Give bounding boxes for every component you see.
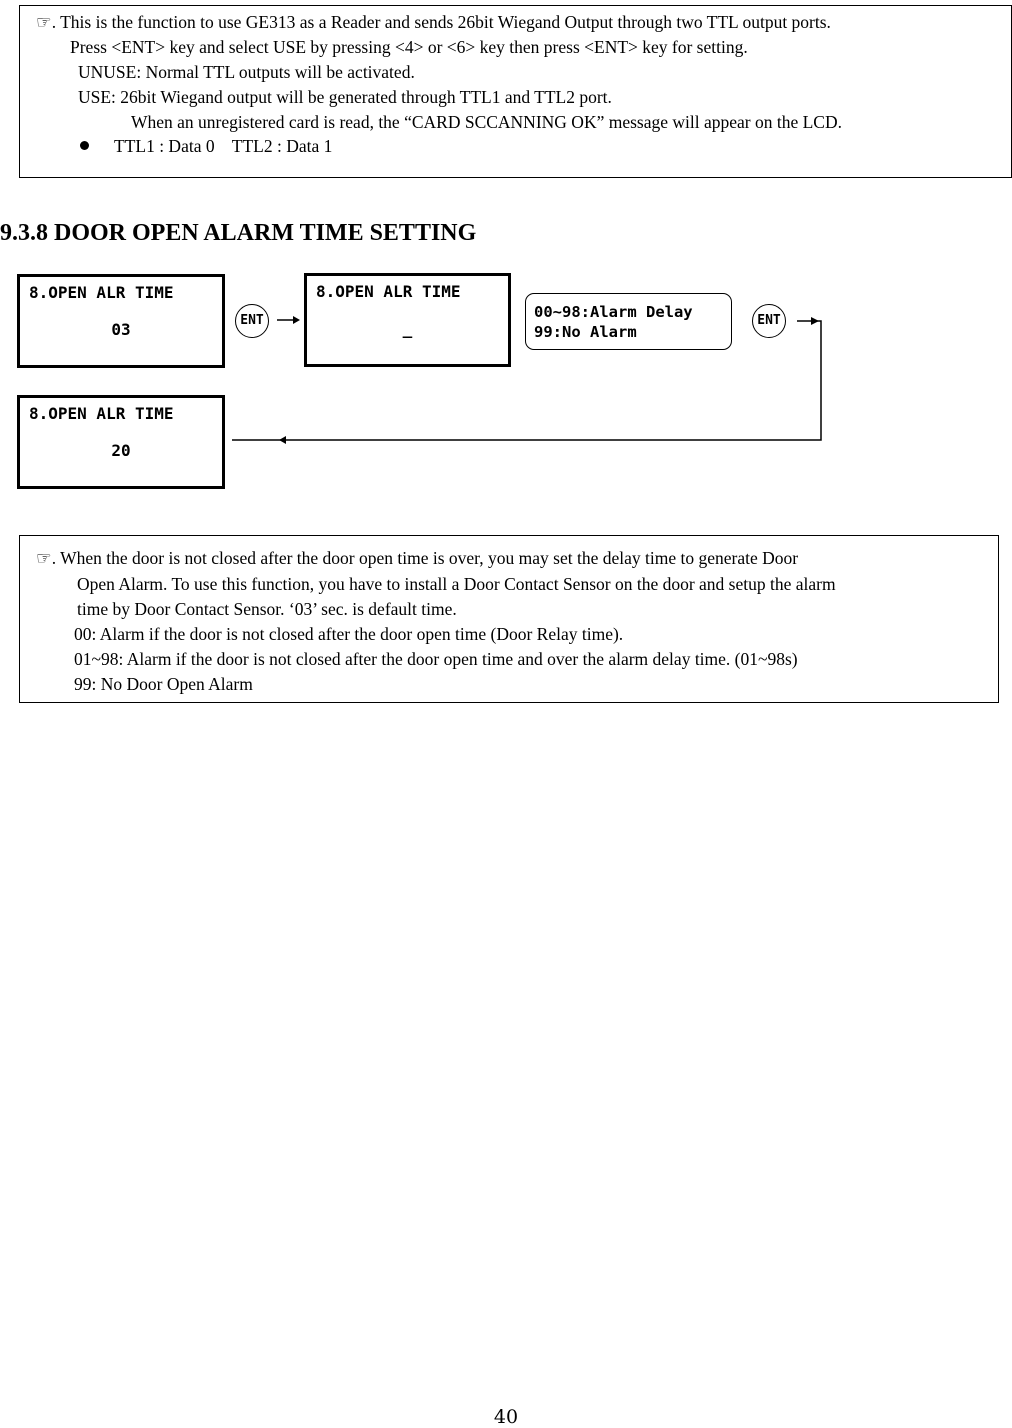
note1-line-5: When an unregistered card is read, the “CARD SCCANNING OK” message will appear on the LCD.: [131, 112, 842, 132]
note1-line-1: ☞. This is the function to use GE313 as a Reader and sends 26bit Wiegand Output through two TTL output ports.: [36, 12, 831, 32]
section-heading: 9.3.8 DOOR OPEN ALARM TIME SETTING: [0, 220, 477, 246]
note1-line-3: UNUSE: Normal TTL outputs will be activated.: [78, 62, 415, 82]
hint-line-2: 99:No Alarm: [534, 323, 637, 341]
lcd-display-current: [17, 274, 225, 368]
lcd-value: 20: [111, 441, 131, 460]
lcd-cursor: _: [402, 319, 413, 338]
note2-line-6: 99: No Door Open Alarm: [74, 674, 253, 694]
note1-line-4: USE: 26bit Wiegand output will be generated through TTL1 and TTL2 port.: [78, 87, 612, 107]
ent-key-icon: ENT: [235, 304, 269, 338]
lcd-value: 03: [111, 320, 131, 339]
note2-line-1: ☞. When the door is not closed after the door open time is over, you may set the delay time to generate Door: [36, 548, 799, 568]
lcd-display-input: [304, 273, 511, 367]
lcd-title: 8.OPEN ALR TIME: [316, 282, 461, 301]
lcd-display-result: [17, 395, 225, 489]
note1-line-6: TTL1 : Data 0 TTL2 : Data 1: [114, 136, 333, 156]
note2-line-5: 01~98: Alarm if the door is not closed after the door open time and over the alarm delay time. (01~98s): [74, 649, 798, 669]
note2-line-2: Open Alarm. To use this function, you have to install a Door Contact Sensor on the door and setup the alarm: [77, 574, 836, 594]
note2-line-3: time by Door Contact Sensor. ‘03’ sec. is default time.: [77, 599, 457, 619]
page-number: 40: [493, 1406, 519, 1428]
range-hint: [525, 293, 732, 350]
lcd-title: 8.OPEN ALR TIME: [29, 283, 174, 302]
hint-line-1: 00~98:Alarm Delay: [534, 303, 693, 321]
ent-key-icon: ENT: [752, 304, 786, 338]
note2-line-4: 00: Alarm if the door is not closed after the door open time (Door Relay time).: [74, 624, 624, 644]
note1-line-2: Press <ENT> key and select USE by pressing <4> or <6> key then press <ENT> key for setting.: [70, 37, 748, 57]
lcd-title: 8.OPEN ALR TIME: [29, 404, 174, 423]
